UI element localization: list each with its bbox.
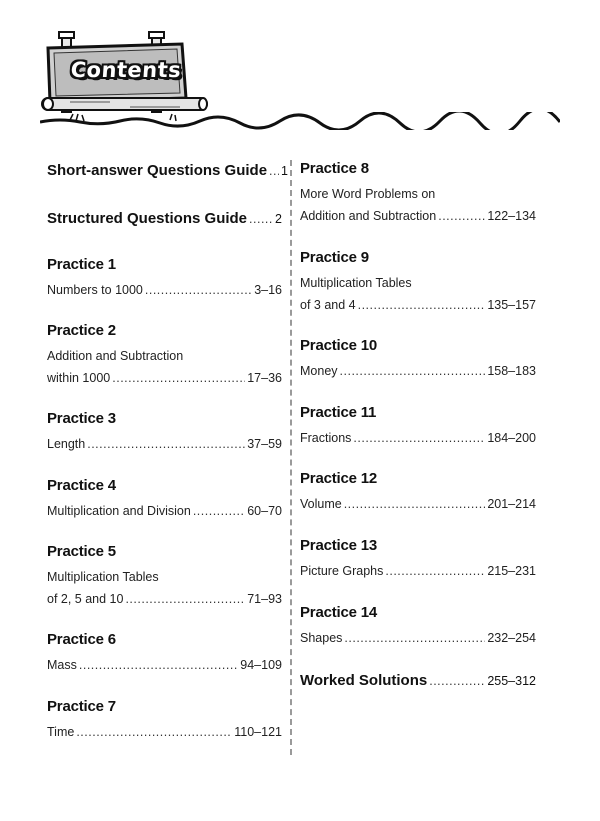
practice-heading: Practice 14 [300,604,378,621]
toc-entry-practice-12[interactable] [300,470,536,515]
practice-heading: Practice 12 [300,470,378,487]
page-range: 1 [281,164,288,178]
page-range: 3–16 [254,283,282,297]
entry-title: Time [47,725,75,739]
toc-entry-practice-4[interactable] [47,477,282,522]
page-range: 71–93 [247,592,282,606]
practice-heading: Practice 1 [47,256,116,273]
entry-title: Picture Graphs [300,564,384,578]
entry-title: Mass [47,658,77,672]
dot-leader [344,493,486,515]
page-range: 158–183 [487,364,536,378]
page-range: 110–121 [234,725,282,739]
page-range: 94–109 [240,658,282,672]
toc-entry-worked-solutions[interactable] [300,670,536,692]
entry-title: Shapes [300,631,343,645]
page-range: 232–254 [487,631,536,645]
toc-entry-practice-6[interactable] [47,631,282,676]
practice-heading: Practice 11 [300,404,377,421]
dot-leader [358,294,486,316]
toc-entry-practice-8[interactable] [300,160,536,227]
toc-entry-practice-2[interactable] [47,322,282,389]
page-title: Contents [69,58,183,82]
page-range: 37–59 [247,437,282,451]
toc-entry-structured[interactable] [47,208,282,230]
page-range: 122–134 [487,209,536,223]
dot-leader [269,160,279,182]
entry-title-line: Multiplication Tables [300,276,412,290]
dot-leader [353,427,485,449]
toc-entry-practice-7[interactable] [47,698,282,743]
page-range: 184–200 [487,431,536,445]
page-range: 201–214 [487,497,536,511]
practice-heading: Practice 7 [47,698,116,715]
dot-leader [344,627,485,649]
entry-title: Numbers to 1000 [47,283,143,297]
practice-heading: Practice 8 [300,160,369,177]
entry-title-line: More Word Problems on [300,187,436,201]
page-range: 60–70 [247,504,282,518]
toc-entry-practice-1[interactable] [47,256,282,301]
dot-leader [112,367,245,389]
practice-heading: Practice 2 [47,322,116,339]
toc-entry-short-answer[interactable] [47,160,288,182]
entry-title: Multiplication and Division [47,504,191,518]
toc-entry-practice-9[interactable] [300,249,536,316]
ground-line [40,112,560,130]
entry-title: Length [47,437,86,451]
dot-leader [79,654,238,676]
entry-title: Short-answer Questions Guide [47,162,268,179]
toc-entry-practice-13[interactable] [300,537,536,582]
dot-leader [145,279,252,301]
entry-title: Fractions [300,431,352,445]
toc-entry-practice-14[interactable] [300,604,536,649]
practice-heading: Practice 3 [47,410,116,427]
entry-title-line: Multiplication Tables [47,570,159,584]
dot-leader [340,360,486,382]
dot-leader [76,721,232,743]
toc-entry-practice-5[interactable] [47,543,282,610]
entry-title: Volume [300,497,342,511]
dot-leader [429,670,485,692]
dot-leader [125,588,245,610]
dot-leader [438,205,485,227]
practice-heading: Practice 9 [300,249,369,266]
entry-title: within 1000 [47,371,111,385]
entry-title: Structured Questions Guide [47,210,248,227]
dot-leader [249,208,273,230]
practice-heading: Practice 10 [300,337,378,354]
dot-leader [385,560,485,582]
entry-title: of 2, 5 and 10 [47,592,124,606]
contents-sign [40,28,210,120]
page-range: 2 [275,212,282,226]
dot-leader [87,433,245,455]
entry-title: Addition and Subtraction [300,209,437,223]
practice-heading: Practice 5 [47,543,116,560]
page-range: 135–157 [487,298,536,312]
toc-entry-practice-10[interactable] [300,337,536,382]
practice-heading: Practice 13 [300,537,378,554]
entry-title-line: Addition and Subtraction [47,349,184,363]
toc-entry-practice-3[interactable] [47,410,282,455]
practice-heading: Practice 6 [47,631,116,648]
page-range: 215–231 [487,564,536,578]
dot-leader [193,500,245,522]
column-divider [290,160,292,755]
page-range: 255–312 [487,674,536,688]
practice-heading: Practice 4 [47,477,116,494]
entry-title: of 3 and 4 [300,298,356,312]
page-range: 17–36 [247,371,282,385]
toc-entry-practice-11[interactable] [300,404,536,449]
entry-title: Worked Solutions [300,672,428,689]
entry-title: Money [300,364,338,378]
